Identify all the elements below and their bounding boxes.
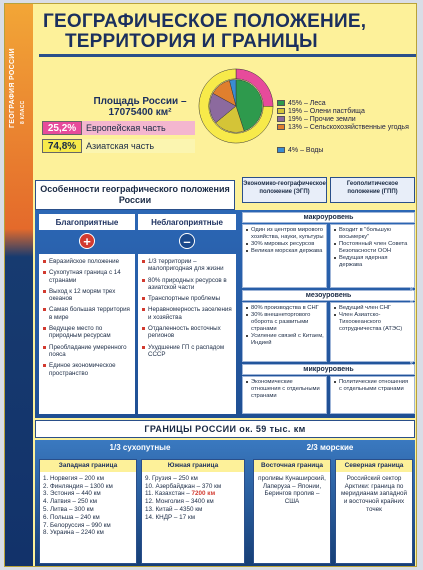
legend-label: – Прочие земли — [303, 116, 356, 123]
area-heading: Площадь России – 17075400 км² — [93, 96, 187, 118]
east-border — [253, 459, 331, 564]
west-border-item: 6. Польша – 240 км — [43, 513, 100, 521]
kazakhstan-length: 7200 км — [191, 490, 216, 498]
good-item: Преобладание умеренного пояса — [43, 344, 132, 359]
europe-pct: 25,2% — [42, 121, 82, 135]
legend-item — [277, 147, 415, 155]
legend-pct: 19% — [288, 116, 304, 123]
south-border-item: 11. Казахстан – 7200 км — [145, 490, 216, 498]
macro-level: макроуровень — [242, 212, 415, 223]
land-borders-heading: 1/3 сухопутные — [109, 443, 171, 452]
legend-item — [277, 116, 415, 124]
legend-swatch — [277, 100, 285, 106]
west-border-heading: Западная граница — [40, 460, 136, 472]
bad-item: Отдаленность восточных регионов — [142, 325, 233, 340]
minus-icon: – — [179, 233, 195, 249]
north-border-text: Российский сектор Арктики: граница по меридианам западной и восточной крайних точек — [340, 474, 408, 513]
land-use-pie — [197, 67, 275, 145]
bad-item: 1/3 территории – малопригодная для жизни — [142, 258, 233, 273]
west-border-item: 4. Латвия – 250 км — [43, 498, 97, 506]
features-heading: Особенности географического положения России — [35, 180, 235, 210]
good-list — [39, 254, 135, 414]
title-divider — [39, 54, 417, 57]
west-border-item: 5. Литва – 300 км — [43, 505, 94, 513]
plus-icon: + — [79, 233, 95, 249]
legend-item — [277, 108, 415, 116]
bad-item: Транспортные проблемы — [142, 295, 233, 302]
legend-label: – Леса — [303, 100, 326, 107]
macro-egp — [242, 224, 327, 288]
legend-swatch — [277, 147, 285, 153]
good-item: Евразийское положение — [43, 258, 132, 265]
north-border — [335, 459, 413, 564]
south-border-item: 12. Монголия – 3400 км — [145, 498, 214, 506]
legend-swatch — [277, 108, 285, 114]
legend-swatch — [277, 124, 285, 130]
good-item: Ведущее место по природным ресурсам — [43, 325, 132, 340]
gpp-item: Политические отношения с отдельными странами — [334, 379, 412, 393]
gpp-item: Входит в "большую восьмерку" — [334, 227, 412, 241]
legend-item — [277, 124, 415, 132]
west-border-item: 8. Украина – 2240 км — [43, 529, 104, 537]
west-border-item: 1. Норвегия – 200 км — [43, 474, 104, 482]
borders-title: ГРАНИЦЫ РОССИИ ок. 59 тыс. км — [35, 420, 415, 438]
egp-item: Экономические отношения с отдельными странами — [246, 379, 324, 400]
sidebar-strip — [5, 4, 33, 566]
south-border-item: 10. Азербайджан – 370 км — [145, 482, 222, 490]
micro-level: микроуровень — [242, 364, 415, 375]
egp-item: Великая морская держава — [246, 248, 324, 255]
gpp-item: Постоянный член Совета Безопасности ООН — [334, 241, 412, 255]
legend-label: – Олени пастбища — [303, 108, 365, 115]
gpp-item: Ведущий член СНГ — [334, 305, 412, 312]
meso-level: мезоуровень — [242, 290, 415, 301]
west-border-item: 7. Белоруссия – 990 км — [43, 521, 111, 529]
asia-label: Азиатская часть — [82, 139, 195, 153]
micro-egp — [242, 376, 327, 414]
south-border-item: 13. Китай – 4350 км — [145, 505, 203, 513]
west-border-item: 2. Финляндия – 1300 км — [43, 482, 113, 490]
europe-label: Европейская часть — [82, 121, 195, 135]
west-border — [39, 459, 137, 564]
bad-item: Неравномерность заселения и хозяйства — [142, 306, 233, 321]
egp-heading: Экономико-географическое положение (ЭГП) — [242, 177, 327, 203]
legend-item — [277, 100, 415, 108]
legend-label: – Воды — [300, 147, 324, 154]
bad-item: Ухудшение ГП с распадом СССР — [142, 344, 233, 359]
good-item: Выход к 12 морям трех океанов — [43, 288, 132, 303]
east-border-text: проливы Кунаширский, Лаперуза – Японии, Берингов пролив – США — [258, 474, 326, 506]
gpp-heading: Геополитическое положение (ГПП) — [330, 177, 415, 203]
egp-item: 80% производства в СНГ — [246, 305, 324, 312]
poster — [4, 3, 417, 567]
gpp-item: Член Азиатско-Тихоокеанского сотрудничества (АТЭС) — [334, 312, 412, 333]
bad-item: 80% природных ресурсов в азиатской части — [142, 277, 233, 292]
north-border-heading: Северная граница — [336, 460, 412, 472]
sea-borders-heading: 2/3 морские — [306, 443, 354, 452]
micro-gpp — [330, 376, 415, 414]
meso-gpp — [330, 302, 415, 362]
east-border-heading: Восточная граница — [254, 460, 330, 472]
legend-pct: 45% — [288, 100, 304, 107]
asia-pct: 74,8% — [42, 139, 82, 153]
good-item: Единое экономическое пространство — [43, 362, 132, 377]
good-item: Самая большая территория в мире — [43, 306, 132, 321]
legend-pct: 19% — [288, 108, 304, 115]
good-heading: Благоприятные — [39, 214, 135, 230]
south-border-item: 9. Грузия – 250 км — [145, 474, 198, 482]
bad-list — [138, 254, 236, 414]
egp-item: Один из центров мирового хозяйства, науки, культуры — [246, 227, 324, 241]
sidebar-grade: 8 КЛАСС — [20, 100, 26, 124]
gpp-item: Ведущая ядерная держава — [334, 255, 412, 269]
legend-pct: 13% — [288, 124, 304, 131]
legend-label: – Сельскохозяйственные угодья — [303, 124, 409, 131]
west-border-item: 3. Эстония – 440 км — [43, 490, 101, 498]
page-title: ГЕОГРАФИЧЕСКОЕ ПОЛОЖЕНИЕ, ТЕРРИТОРИЯ И ГРАНИЦЫ — [43, 11, 367, 52]
egp-item: Усиление связей с Китаем, Индией — [246, 333, 324, 347]
legend-swatch — [277, 116, 285, 122]
south-border-item: 14. КНДР – 17 км — [145, 513, 196, 521]
right-strip: 1. ГЕОГРАФИЧЕСКОЕ ПОЛОЖЕНИЕ, ТЕРРИТОРИЯ И ГРАНИЦЫ — [409, 234, 414, 373]
sidebar-course: ГЕОГРАФИЯ РОССИИ — [9, 48, 16, 128]
macro-gpp — [330, 224, 415, 288]
egp-item: 30% мировых ресурсов — [246, 241, 324, 248]
south-border — [141, 459, 245, 564]
legend-pct: 4% — [288, 147, 301, 154]
meso-egp — [242, 302, 327, 362]
good-item: Сухопутная граница с 14 странами — [43, 269, 132, 284]
south-border-heading: Южная граница — [142, 460, 244, 472]
egp-item: 30% внешнеторгового оборота с развитыми странами — [246, 312, 324, 333]
bad-heading: Неблагоприятные — [138, 214, 236, 230]
